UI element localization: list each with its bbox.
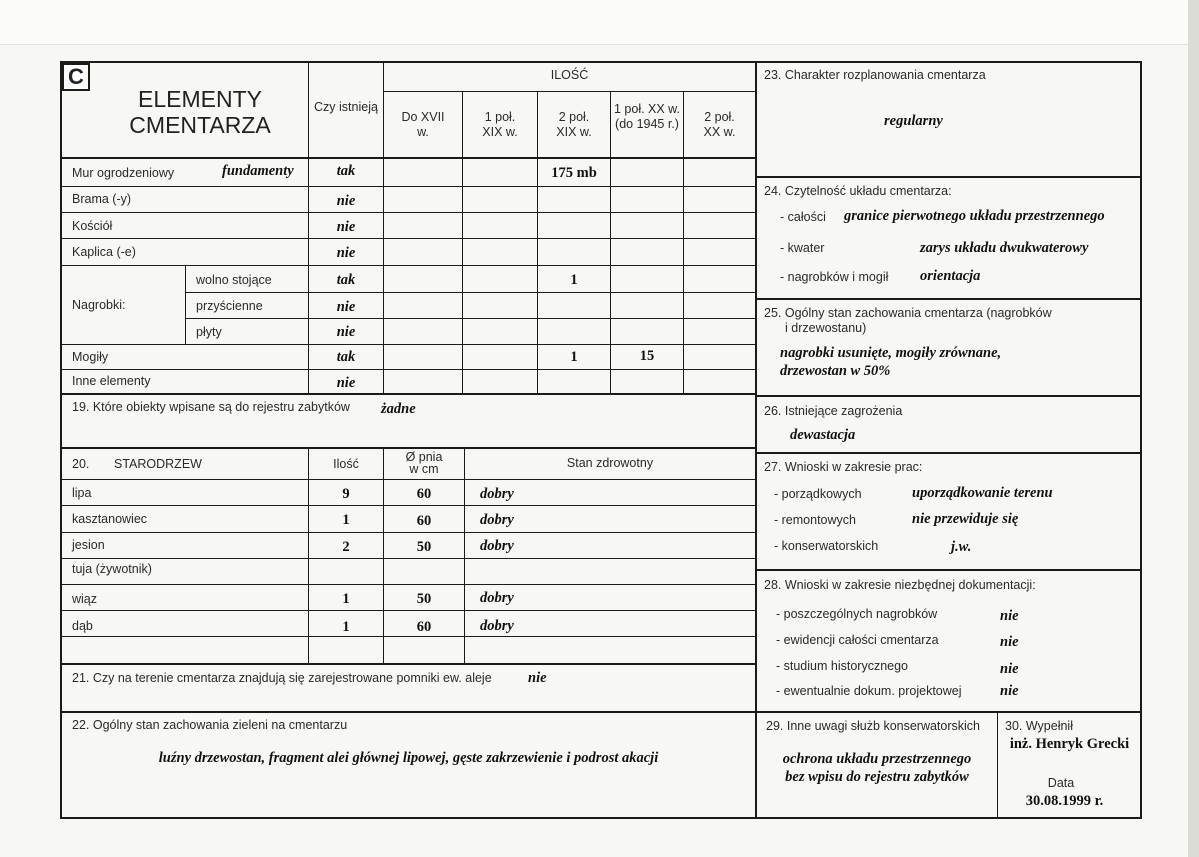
grid-line (62, 265, 755, 266)
q27-label: 27. Wnioski w zakresie prac: (764, 460, 923, 474)
tree-state: dobry (480, 618, 514, 634)
q20-col-stan: Stan zdrowotny (566, 456, 654, 470)
value-mur-note: fundamenty (222, 163, 294, 179)
q19-value: żadne (381, 401, 416, 417)
q19-label: 19. Które obiekty wpisane są do rejestru zabytków (72, 400, 350, 414)
paper-top-edge (0, 0, 1199, 45)
period-header: 1 poł. XIX w. (482, 110, 518, 139)
grid-line (62, 447, 755, 449)
row-label-kaplica: Kaplica (-e) (72, 245, 136, 259)
tree-state: dobry (480, 512, 514, 528)
grid-line (62, 344, 755, 345)
tree-state: dobry (480, 590, 514, 606)
tree-count: 9 (342, 486, 350, 502)
q21-value: nie (528, 670, 547, 686)
q27-b-value: nie przewiduje się (912, 511, 1019, 527)
q27-a-label: - porządkowych (774, 487, 862, 501)
grid-line (62, 479, 755, 480)
q20-col-pnia-1: Ø pnia (405, 450, 443, 464)
tree-name: lipa (72, 486, 92, 500)
q24-c-label: - nagrobków i mogił (780, 270, 889, 284)
q23-value: regularny (884, 113, 943, 129)
tree-state: dobry (480, 486, 514, 502)
q21-label: 21. Czy na terenie cmentarza znajdują się zarejestrowane pomniki ew. aleje (72, 671, 492, 685)
q28-b-value: nie (1000, 634, 1019, 650)
q25-label-1: 25. Ogólny stan zachowania cmentarza (nagrobków (764, 306, 1052, 320)
row-label-mur: Mur ogrodzeniowy (72, 166, 175, 180)
grid-line (185, 318, 755, 319)
grid-line (62, 212, 755, 213)
row-label-inne: Inne elementy (72, 374, 151, 388)
value-wolno-exists: tak (336, 272, 356, 288)
q24-label: 24. Czytelność układu cmentarza: (764, 184, 952, 198)
q24-c-value: orientacja (920, 268, 981, 284)
grid-line (757, 298, 1141, 300)
q20-number: 20. (72, 457, 90, 471)
q22-value: luźny drzewostan, fragment alei głównej lipowej, gęste zakrzewienie i podrost akacji (158, 750, 659, 766)
grid-line (62, 369, 755, 370)
tree-count: 1 (342, 591, 350, 607)
tree-state: dobry (480, 538, 514, 554)
tree-count: 1 (342, 619, 350, 635)
q28-c-label: - studium historycznego (776, 659, 909, 673)
grid-line (62, 393, 755, 395)
tree-diameter: 50 (416, 539, 432, 555)
value-kosciol-exists: nie (336, 219, 356, 235)
q26-value: dewastacja (790, 427, 856, 443)
tree-diameter: 60 (416, 486, 432, 502)
row-label-nagrobki: Nagrobki: (72, 298, 126, 312)
row-label-kosciol: Kościół (72, 219, 113, 233)
q29-label: 29. Inne uwagi służb konserwatorskich (766, 719, 981, 733)
grid-line (62, 663, 755, 665)
col-czy-header: Czy istnieją (314, 100, 378, 114)
q28-c-value: nie (1000, 661, 1019, 677)
q28-label: 28. Wnioski w zakresie niezbędnej dokumentacji: (764, 578, 1036, 592)
tree-count: 2 (342, 539, 350, 555)
row-label-wolno: wolno stojące (196, 273, 272, 287)
tree-name: wiąz (72, 592, 98, 606)
q23-label: 23. Charakter rozplanowania cmentarza (764, 68, 986, 82)
grid-line (62, 238, 755, 239)
row-label-mogily: Mogiły (72, 350, 109, 364)
grid-line (62, 186, 755, 187)
tree-diameter: 50 (416, 591, 432, 607)
grid-line (62, 711, 1141, 713)
q30-date-label: Data (1047, 776, 1075, 790)
q26-label: 26. Istniejące zagrożenia (764, 404, 903, 418)
q30-name: inż. Henryk Grecki (1009, 736, 1130, 752)
q24-b-label: - kwater (780, 241, 825, 255)
grid-line (185, 265, 186, 345)
title-line-2: CMENTARZA (129, 112, 271, 138)
row-label-plyty: płyty (196, 325, 222, 339)
value-kaplica-exists: nie (336, 245, 356, 261)
q27-c-value: j.w. (951, 539, 972, 555)
tree-diameter: 60 (416, 619, 432, 635)
period-header: Do XVII w. (401, 110, 445, 139)
q24-a-value: granice pierwotnego układu przestrzennego (844, 208, 1105, 224)
grid-line (62, 584, 755, 585)
q28-a-label: - poszczególnych nagrobków (776, 607, 938, 621)
q29-value-1: ochrona układu przestrzennego (782, 751, 972, 767)
tree-name: dąb (72, 619, 93, 633)
q29-value-2: bez wpisu do rejestru zabytków (785, 769, 969, 785)
value-plyty-exists: nie (336, 324, 356, 340)
q30-label: 30. Wypełnił (1005, 719, 1073, 733)
q25-value-2: drzewostan w 50% (780, 363, 891, 379)
q20-col-ilosc: Ilość (333, 457, 359, 471)
tree-name: kasztanowiec (72, 512, 148, 526)
period-header: 2 poł. XX w. (703, 110, 736, 139)
grid-line (185, 292, 755, 293)
value-przy-exists: nie (336, 299, 356, 315)
row-label-przy: przyścienne (196, 299, 263, 313)
grid-line (62, 157, 755, 159)
q24-a-label: - całości (780, 210, 826, 224)
value-brama-exists: nie (336, 193, 356, 209)
tree-count: 1 (342, 512, 350, 528)
paper-right-edge (1188, 0, 1199, 857)
q20-label: STARODRZEW (114, 457, 202, 471)
value-wolno-period3: 1 (570, 272, 578, 288)
title-line-1: ELEMENTY (138, 86, 262, 112)
grid-line (464, 448, 465, 663)
value-inne-exists: nie (336, 375, 356, 391)
value-mogily-period3: 1 (570, 349, 578, 365)
grid-line (383, 91, 755, 92)
q28-d-value: nie (1000, 683, 1019, 699)
q25-value-1: nagrobki usunięte, mogiły zrównane, (780, 345, 1002, 361)
col-ilosc-header: ILOŚĆ (550, 68, 589, 82)
q30-date: 30.08.1999 r. (1025, 793, 1104, 809)
q20-col-pnia-2: w cm (409, 462, 439, 476)
q27-b-label: - remontowych (774, 513, 856, 527)
grid-line (62, 558, 755, 559)
q27-a-value: uporządkowanie terenu (912, 485, 1053, 501)
value-mur-period3: 175 mb (551, 165, 597, 181)
section-letter: C (62, 63, 90, 91)
tree-name: jesion (72, 538, 105, 552)
value-mogily-period4: 15 (639, 348, 655, 364)
grid-line (62, 532, 755, 533)
q25-label-2: i drzewostanu) (785, 321, 867, 335)
tree-name: tuja (żywotnik) (72, 562, 152, 576)
grid-line (62, 610, 755, 611)
grid-line (757, 569, 1141, 571)
grid-line (757, 452, 1141, 454)
grid-line (757, 395, 1141, 397)
tree-diameter: 60 (416, 513, 432, 529)
period-header: 1 poł. XX w. (do 1945 r.) (613, 102, 680, 131)
row-label-brama: Brama (-y) (72, 192, 132, 206)
q28-b-label: - ewidencji całości cmentarza (776, 633, 939, 647)
q28-d-label: - ewentualnie dokum. projektowej (776, 684, 962, 698)
grid-line (62, 636, 755, 637)
q28-a-value: nie (1000, 608, 1019, 624)
grid-line (757, 176, 1141, 178)
value-mur-exists: tak (336, 163, 356, 179)
q24-b-value: zarys układu dwukwaterowy (920, 240, 1089, 256)
q22-label: 22. Ogólny stan zachowania zieleni na cmentarzu (72, 718, 348, 732)
value-mogily-exists: tak (336, 349, 356, 365)
q27-c-label: - konserwatorskich (774, 539, 879, 553)
grid-line (62, 505, 755, 506)
period-header: 2 poł. XIX w. (556, 110, 592, 139)
